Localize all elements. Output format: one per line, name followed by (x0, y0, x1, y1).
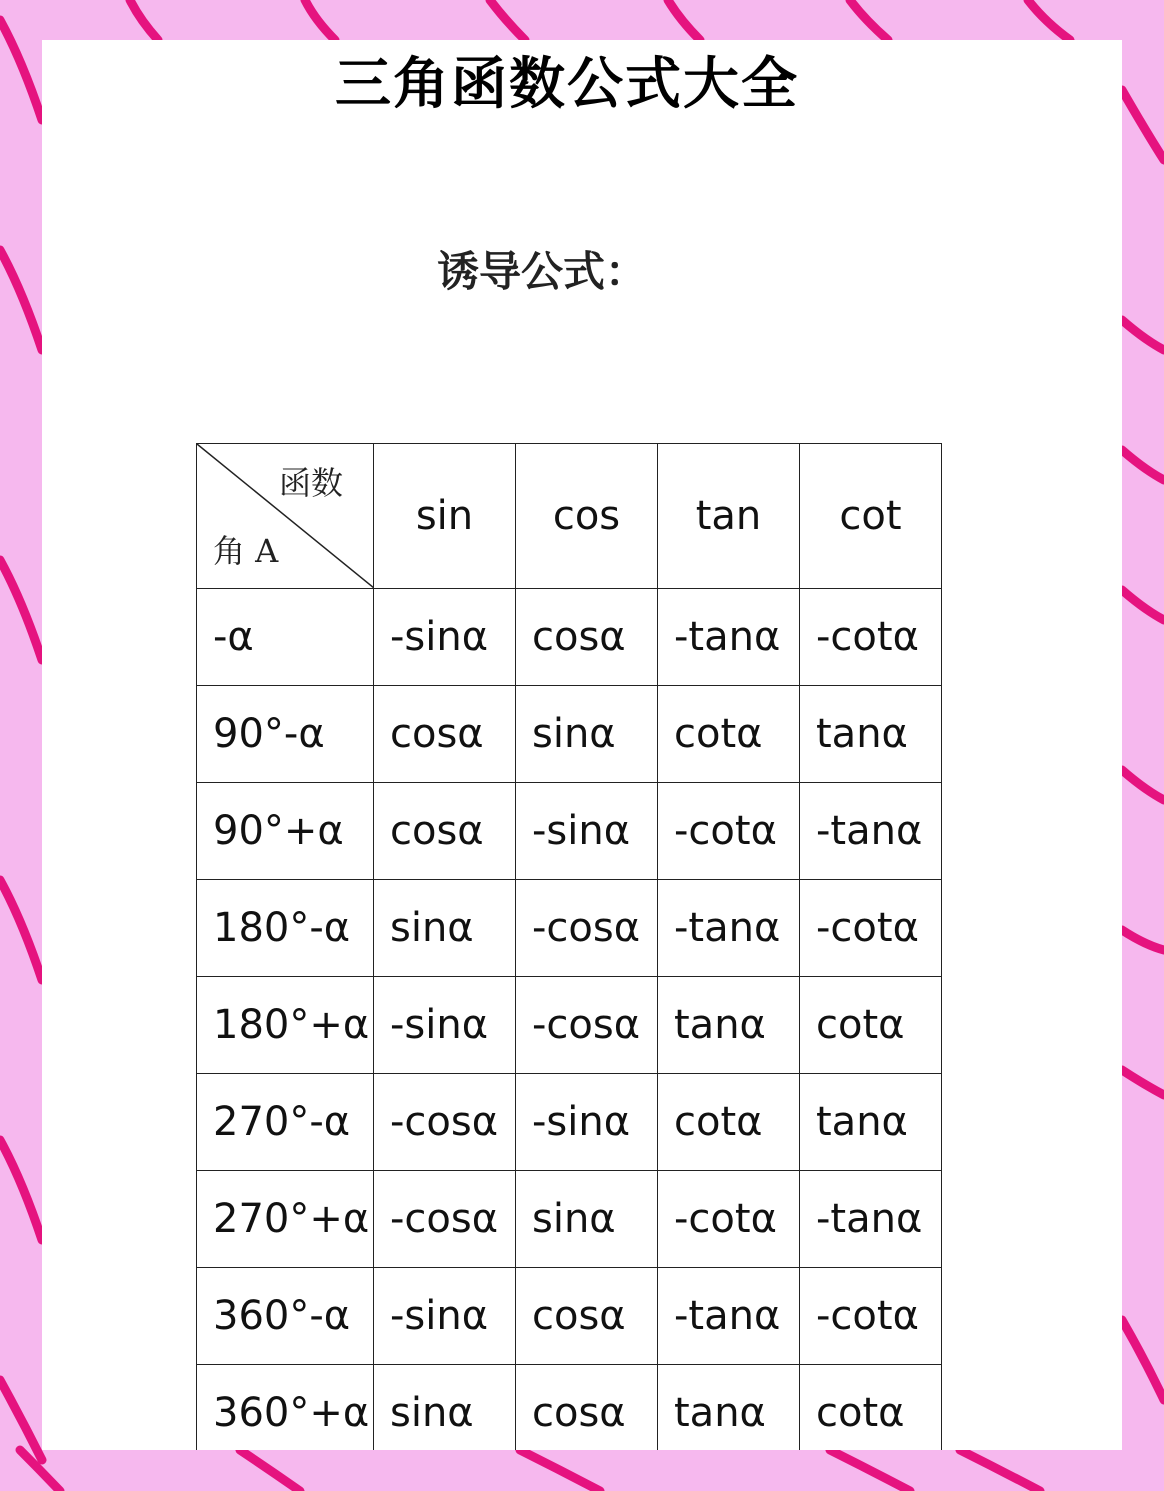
table-row (197, 1365, 942, 1451)
value-cell: -sinα (374, 1268, 516, 1365)
table-row (197, 977, 942, 1074)
value-cell: cotα (658, 686, 800, 783)
table-row (197, 1171, 942, 1268)
value-cell: -cosα (374, 1074, 516, 1171)
angle-cell: 270°+α (197, 1171, 374, 1268)
value-cell: cosα (516, 1365, 658, 1451)
document-page (42, 40, 1122, 1450)
value-cell: -cotα (658, 783, 800, 880)
value-cell: tanα (800, 686, 942, 783)
section-heading: 诱导公式： (436, 247, 647, 296)
value-cell: sinα (516, 1171, 658, 1268)
value-cell: cosα (374, 783, 516, 880)
angle-cell: 180°-α (197, 880, 374, 977)
value-cell: -tanα (800, 783, 942, 880)
value-cell: -cosα (516, 880, 658, 977)
value-cell: cosα (516, 589, 658, 686)
value-cell: -tanα (800, 1171, 942, 1268)
table-row (197, 686, 942, 783)
value-cell: -sinα (516, 1074, 658, 1171)
document-title: 三角函数公式大全 (335, 52, 799, 117)
value-cell: -cosα (374, 1171, 516, 1268)
value-cell: -cotα (800, 1268, 942, 1365)
corner-label-angle: 角 A (213, 532, 279, 570)
value-cell: -cotα (800, 880, 942, 977)
angle-cell: 90°+α (197, 783, 374, 880)
value-cell: tanα (658, 1365, 800, 1451)
corner-label-function: 函数 (278, 464, 343, 502)
table-row (197, 1268, 942, 1365)
value-cell: cosα (374, 686, 516, 783)
value-cell: -tanα (658, 880, 800, 977)
value-cell: cotα (658, 1074, 800, 1171)
header-cot: cot (800, 444, 942, 589)
induction-formula-table (196, 443, 942, 1450)
table-row (197, 589, 942, 686)
header-tan: tan (658, 444, 800, 589)
value-cell: -sinα (374, 589, 516, 686)
value-cell: -cotα (658, 1171, 800, 1268)
value-cell: -tanα (658, 589, 800, 686)
table-row (197, 1074, 942, 1171)
value-cell: -cosα (516, 977, 658, 1074)
value-cell: tanα (800, 1074, 942, 1171)
value-cell: cotα (800, 977, 942, 1074)
value-cell: sinα (516, 686, 658, 783)
angle-cell: -α (197, 589, 374, 686)
value-cell: -cotα (800, 589, 942, 686)
table-row (197, 783, 942, 880)
angle-cell: 360°+α (197, 1365, 374, 1451)
value-cell: sinα (374, 880, 516, 977)
value-cell: -tanα (658, 1268, 800, 1365)
value-cell: tanα (658, 977, 800, 1074)
header-cos: cos (516, 444, 658, 589)
header-sin: sin (374, 444, 516, 589)
value-cell: sinα (374, 1365, 516, 1451)
table-row (197, 880, 942, 977)
angle-cell: 90°-α (197, 686, 374, 783)
table-header-row (197, 444, 942, 589)
angle-cell: 360°-α (197, 1268, 374, 1365)
value-cell: -sinα (374, 977, 516, 1074)
value-cell: -sinα (516, 783, 658, 880)
angle-cell: 180°+α (197, 977, 374, 1074)
angle-cell: 270°-α (197, 1074, 374, 1171)
value-cell: cotα (800, 1365, 942, 1451)
value-cell: cosα (516, 1268, 658, 1365)
corner-header-cell (197, 444, 374, 589)
